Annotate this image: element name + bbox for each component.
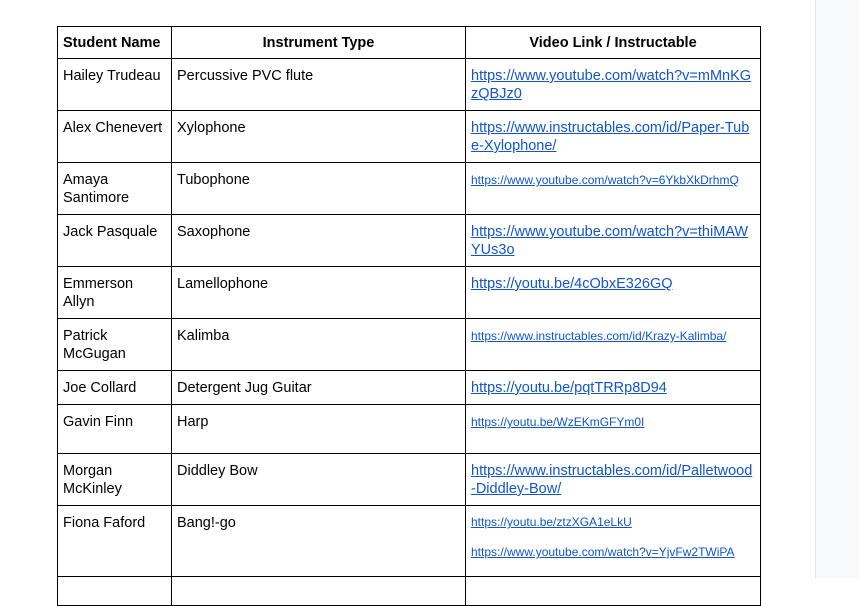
student-name-cell: Gavin Finn xyxy=(58,405,172,454)
video-link[interactable]: https://youtu.be/WzEKmGFYm0I xyxy=(471,415,645,429)
table-row xyxy=(58,267,761,319)
video-link[interactable]: https://www.youtube.com/watch?v=YjvFw2TWiPA xyxy=(471,545,735,559)
table-row xyxy=(58,371,761,405)
instrument-cell: Diddley Bow xyxy=(172,454,466,506)
video-link[interactable]: https://youtu.be/ztzXGA1eLkU xyxy=(471,515,632,529)
video-link-cell xyxy=(466,506,761,577)
instrument-cell: Bang!-go xyxy=(172,506,466,577)
video-link[interactable]: https://www.instructables.com/id/Palletwood-Diddley-Bow/ xyxy=(471,463,753,497)
video-link-cell xyxy=(466,454,761,506)
student-name-cell: Morgan McKinley xyxy=(58,454,172,506)
header-video-link: Video Link / Instructable xyxy=(466,27,761,59)
instrument-cell: Lamellophone xyxy=(172,267,466,319)
link-spacer xyxy=(471,530,755,544)
instrument-cell: Kalimba xyxy=(172,319,466,371)
student-name-cell: Alex Chenevert xyxy=(58,111,172,163)
instrument-cell: Harp xyxy=(172,405,466,454)
table-row xyxy=(58,405,761,454)
video-link[interactable]: https://youtu.be/4cObxE326GQ xyxy=(471,276,673,292)
video-link-cell xyxy=(466,371,761,405)
instrument-cell: Percussive PVC flute xyxy=(172,59,466,111)
table-row xyxy=(58,454,761,506)
header-instrument-type: Instrument Type xyxy=(172,27,466,59)
student-name-cell: Joe Collard xyxy=(58,371,172,405)
instrument-cell: Xylophone xyxy=(172,111,466,163)
video-link[interactable]: https://youtu.be/pqtTRRp8D94 xyxy=(471,380,667,396)
student-name-cell: Jack Pasquale xyxy=(58,215,172,267)
table-row xyxy=(58,319,761,371)
instrument-cell: Tubophone xyxy=(172,163,466,215)
right-gutter xyxy=(815,0,859,578)
video-link-cell xyxy=(466,215,761,267)
video-link[interactable]: https://www.instructables.com/id/Paper-Tube-Xylophone/ xyxy=(471,120,750,154)
table-row xyxy=(58,506,761,577)
student-name-cell xyxy=(58,577,172,606)
video-link-cell xyxy=(466,163,761,215)
video-link-cell xyxy=(466,577,761,606)
table-row xyxy=(58,163,761,215)
student-name-cell: Hailey Trudeau xyxy=(58,59,172,111)
student-name-cell: Patrick McGugan xyxy=(58,319,172,371)
table-row xyxy=(58,59,761,111)
header-student-name: Student Name xyxy=(58,27,172,59)
table-row xyxy=(58,577,761,606)
video-link-cell xyxy=(466,319,761,371)
video-link[interactable]: https://www.youtube.com/watch?v=mMnKGzQBJz0 xyxy=(471,68,752,102)
instrument-cell xyxy=(172,577,466,606)
video-link-cell xyxy=(466,267,761,319)
video-link-cell xyxy=(466,59,761,111)
video-link-cell xyxy=(466,405,761,454)
students-table xyxy=(57,26,761,606)
table-row xyxy=(58,111,761,163)
instrument-cell: Detergent Jug Guitar xyxy=(172,371,466,405)
student-name-cell: Amaya Santimore xyxy=(58,163,172,215)
student-name-cell: Fiona Faford xyxy=(58,506,172,577)
video-link[interactable]: https://www.instructables.com/id/Krazy-Kalimba/ xyxy=(471,329,727,343)
instrument-cell: Saxophone xyxy=(172,215,466,267)
video-link[interactable]: https://www.youtube.com/watch?v=6YkbXkDrhmQ xyxy=(471,173,739,187)
table-header-row xyxy=(58,27,761,59)
table-row xyxy=(58,215,761,267)
student-name-cell: Emmerson Allyn xyxy=(58,267,172,319)
video-link[interactable]: https://www.youtube.com/watch?v=thiMAWYUs3o xyxy=(471,224,749,258)
video-link-cell xyxy=(466,111,761,163)
